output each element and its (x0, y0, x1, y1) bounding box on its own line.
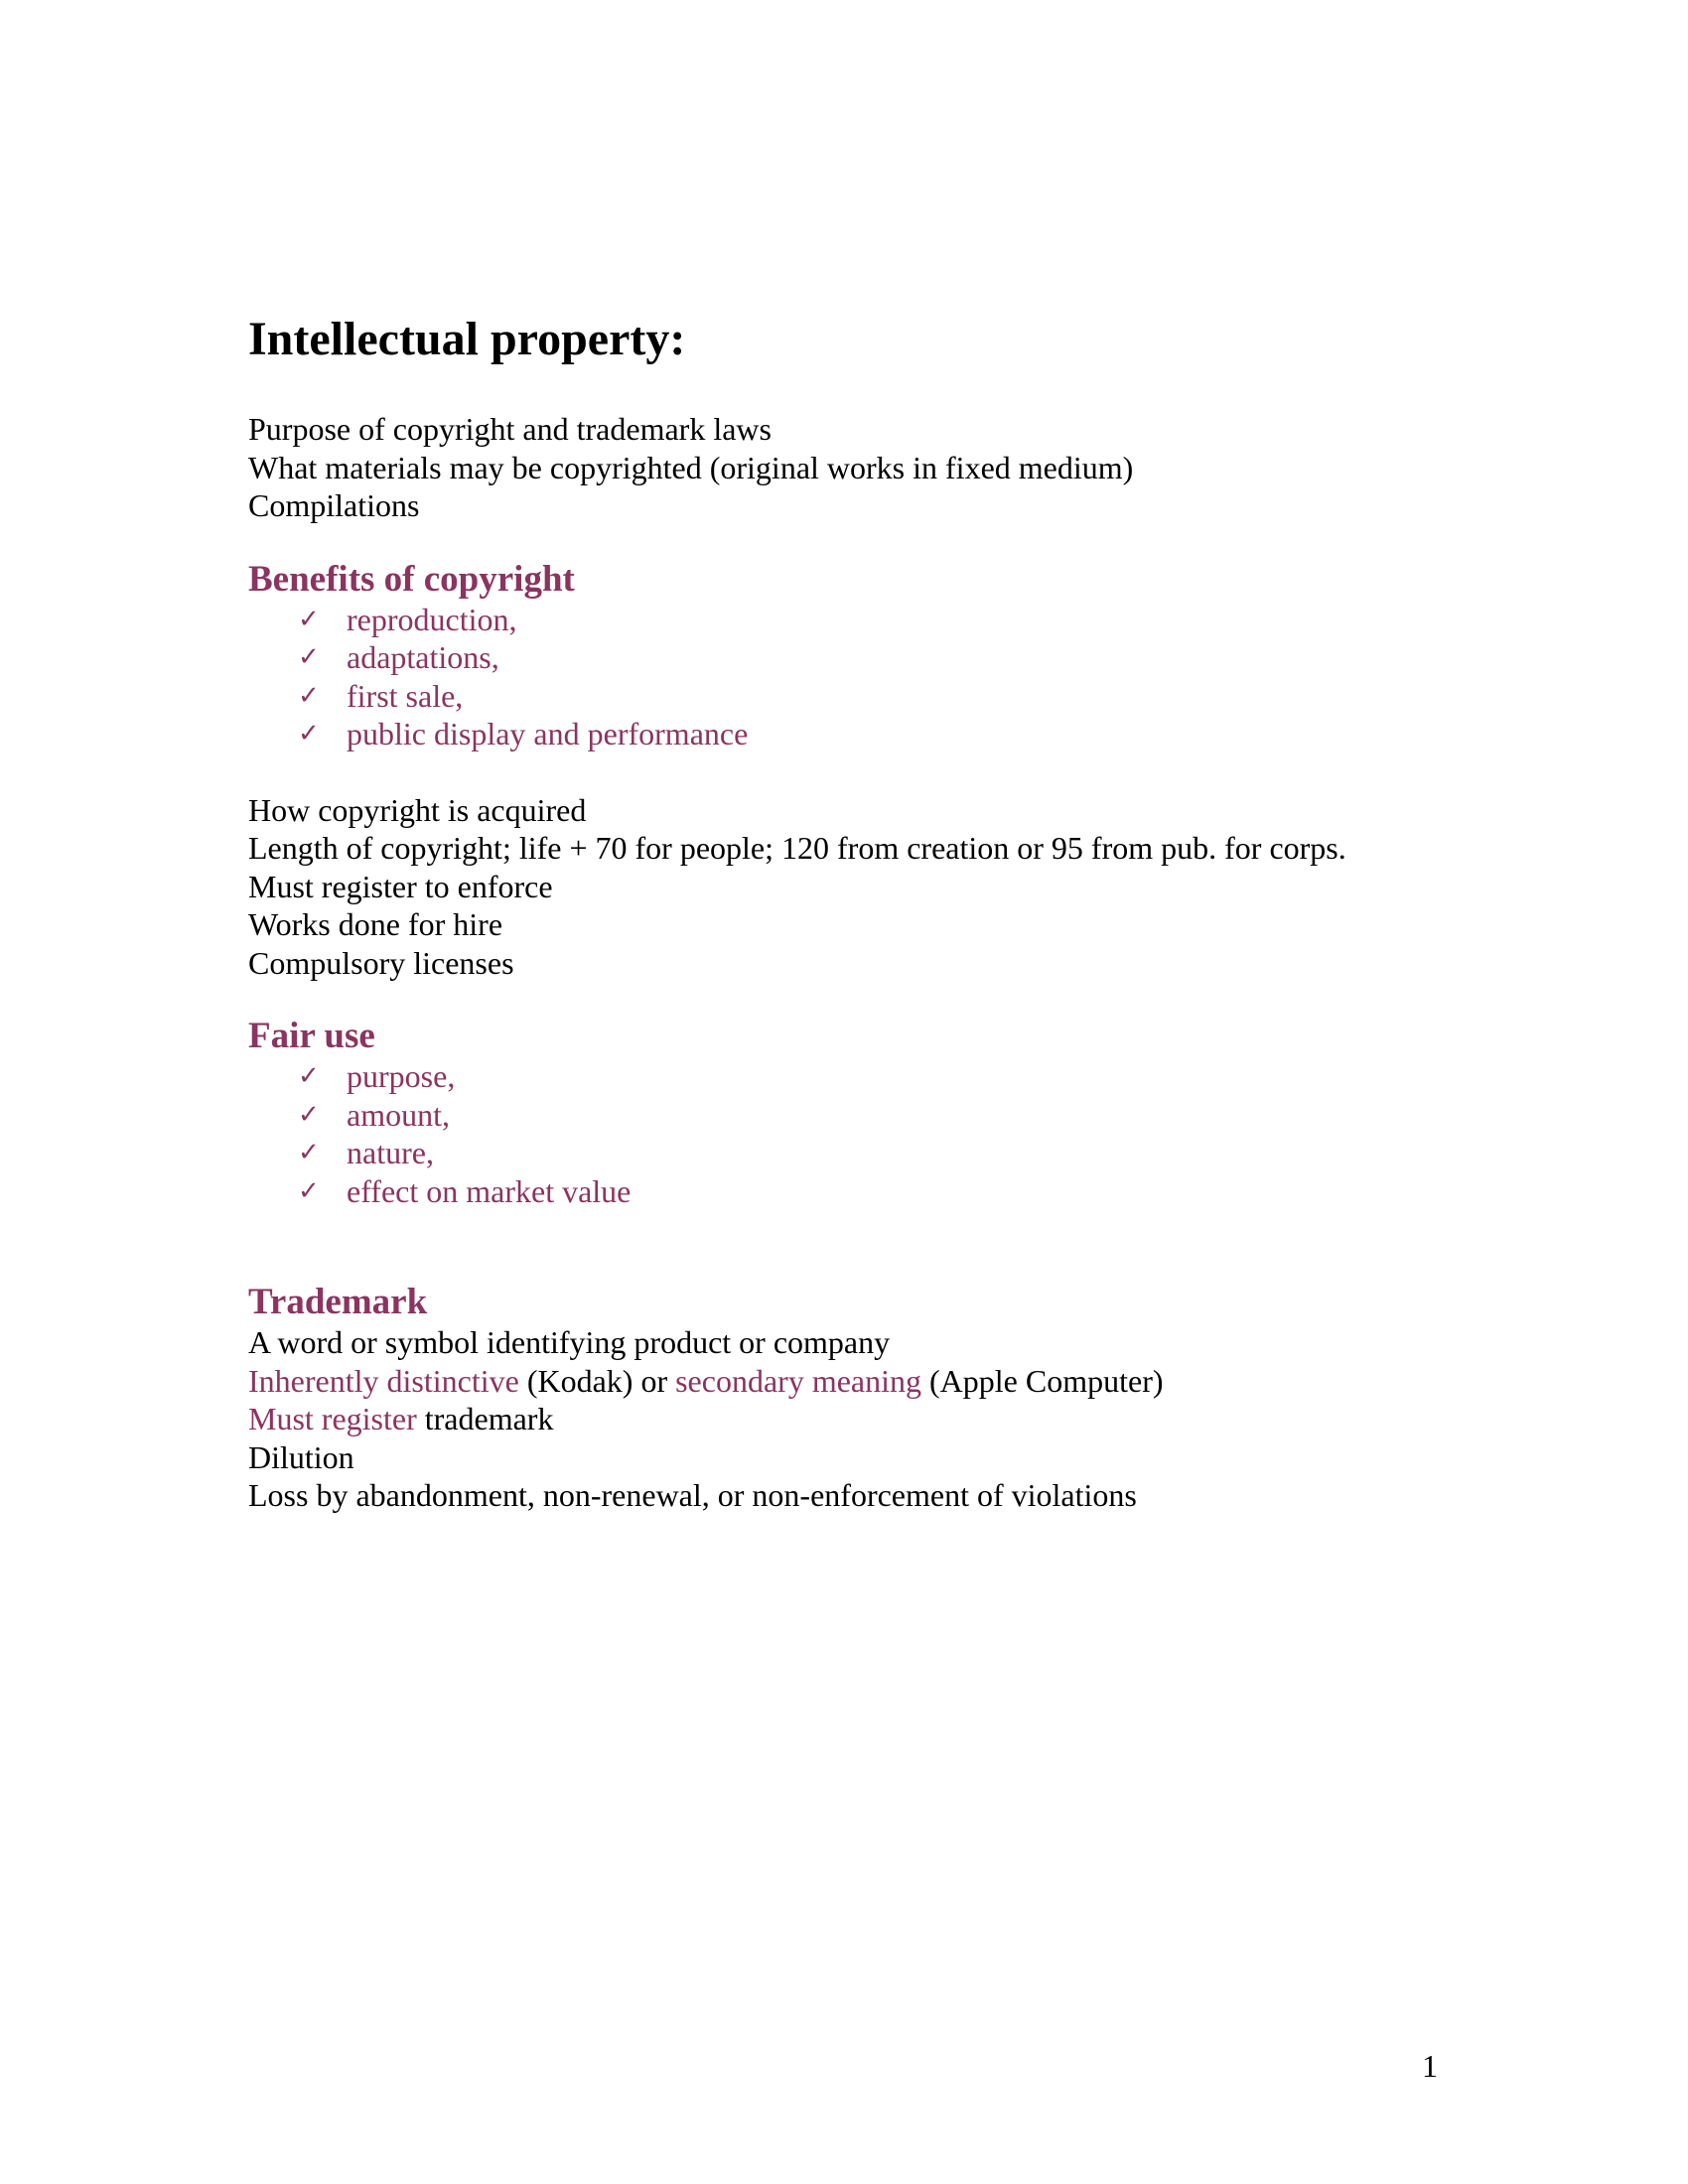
intro-line: What materials may be copyrighted (original works in fixed medium) (248, 449, 1134, 485)
fair-use-heading: Fair use (248, 1016, 375, 1056)
list-item-label: nature, (347, 1135, 434, 1170)
list-item (248, 638, 1489, 677)
trademark-word: trademark (416, 1401, 554, 1436)
copyright-line: Works done for hire (248, 906, 503, 942)
check-icon: ✓ (298, 1138, 320, 1167)
trademark-definition: A word or symbol identifying product or company (248, 1324, 891, 1360)
benefits-heading: Benefits of copyright (248, 558, 575, 600)
fair-use-list (248, 1057, 1489, 1210)
kodak-example: (Kodak) or (518, 1362, 676, 1399)
copyright-line: Must register to enforce (248, 868, 553, 904)
list-item-label: reproduction, (347, 601, 517, 637)
list-item-label: purpose, (347, 1058, 456, 1094)
intro-line: Compilations (248, 487, 420, 523)
list-item (248, 1096, 1489, 1135)
trademark-distinctiveness (248, 1362, 1489, 1401)
list-item-label: first sale, (347, 677, 464, 714)
trademark-registration (248, 1400, 1489, 1438)
list-item (248, 1172, 1489, 1211)
intro-block (248, 410, 1489, 525)
must-register-term: Must register (248, 1401, 417, 1436)
check-icon: ✓ (298, 719, 320, 749)
list-item-label: effect on market value (347, 1172, 632, 1209)
copyright-line: Compulsory licenses (248, 944, 514, 981)
list-item (248, 677, 1489, 716)
trademark-dilution: Dilution (248, 1438, 354, 1475)
trademark-heading: Trademark (248, 1282, 428, 1322)
fair-use-section (248, 1016, 1489, 1210)
list-item (248, 1057, 1489, 1096)
trademark-loss: Loss by abandonment, non-renewal, or non-enforcement of violations (248, 1477, 1137, 1513)
intro-line: Purpose of copyright and trademark laws (248, 411, 772, 447)
list-item-label: public display and performance (347, 716, 749, 751)
inherently-distinctive-term: Inherently distinctive (248, 1362, 519, 1399)
page-number: 1 (1422, 2048, 1438, 2084)
copyright-details-block (248, 791, 1489, 983)
list-item (248, 715, 1489, 753)
apple-example: (Apple Computer) (921, 1362, 1164, 1399)
list-item-label: adaptations, (347, 639, 499, 675)
list-item (248, 601, 1489, 639)
page-title: Intellectual property: (248, 313, 686, 365)
trademark-section (248, 1282, 1489, 1515)
page-content (248, 310, 1489, 1515)
list-item (248, 1134, 1489, 1172)
check-icon: ✓ (298, 604, 320, 634)
list-item-label: amount, (347, 1096, 450, 1133)
copyright-line: How copyright is acquired (248, 791, 587, 828)
check-icon: ✓ (298, 1099, 320, 1130)
check-icon: ✓ (298, 642, 320, 672)
copyright-line: Length of copyright; life + 70 for people; 120 from creation or 95 from pub. for corps. (248, 830, 1346, 866)
secondary-meaning-term: secondary meaning (675, 1362, 921, 1399)
check-icon: ✓ (298, 1061, 320, 1091)
benefits-section (248, 559, 1489, 753)
check-icon: ✓ (298, 680, 320, 711)
check-icon: ✓ (298, 1175, 320, 1206)
benefits-list (248, 601, 1489, 753)
